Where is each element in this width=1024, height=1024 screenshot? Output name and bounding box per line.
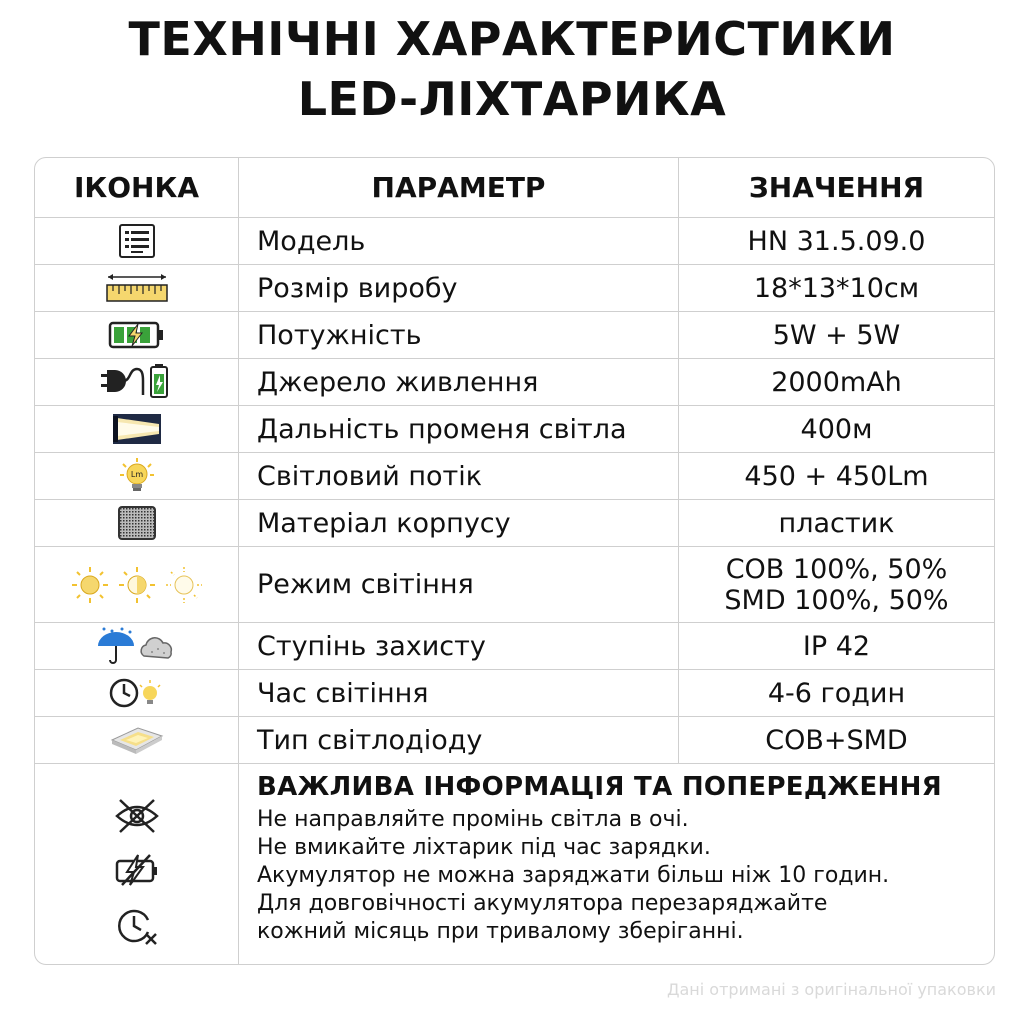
warning-line: кожний місяць при тривалому зберіганні. (257, 919, 744, 944)
param-power: Потужність (239, 312, 679, 358)
param-protection: Ступінь захисту (239, 623, 679, 669)
page-title-line2: LED-ЛІХТАРИКА (297, 72, 727, 126)
value-luminous-flux: 450 + 450Lm (744, 460, 929, 492)
source-footnote: Дані отримані з оригінальної упаковки (667, 980, 996, 999)
value-model: HN 31.5.09.0 (747, 225, 926, 257)
value-size: 18*13*10см (753, 272, 920, 304)
table-row (35, 265, 994, 312)
list-document-icon (35, 218, 239, 264)
value-material: пластик (778, 507, 895, 539)
value-light-mode-smd: SMD 100%, 50% (724, 584, 949, 616)
param-model: Модель (239, 218, 679, 264)
led-chip-icon (35, 717, 239, 763)
value-power-source: 2000mAh (771, 366, 902, 398)
table-row (35, 312, 994, 359)
header-parameter: ПАРАМЕТР (239, 158, 679, 217)
warning-line: Акумулятор не можна заряджати більш ніж 10 годин. (257, 863, 890, 888)
material-texture-icon (35, 500, 239, 546)
table-row (35, 500, 994, 547)
spec-table (34, 157, 995, 965)
table-row (35, 218, 994, 265)
header-value: ЗНАЧЕННЯ (748, 171, 925, 204)
no-charging-icon (114, 852, 160, 892)
svg-text:Lm: Lm (130, 470, 143, 479)
table-row (35, 547, 994, 623)
param-beam-distance: Дальність променя світла (239, 406, 679, 452)
clock-bulb-icon (35, 670, 239, 716)
param-material: Матеріал корпусу (239, 500, 679, 546)
plug-battery-icon (35, 359, 239, 405)
param-light-mode: Режим світіння (239, 547, 679, 622)
param-luminous-flux: Світловий потік (239, 453, 679, 499)
value-light-mode-cob: COB 100%, 50% (725, 553, 948, 585)
value-beam-distance: 400м (800, 413, 873, 445)
table-header-row (35, 158, 994, 218)
page-title-line1: ТЕХНІЧНІ ХАРАКТЕРИСТИКИ (128, 12, 896, 66)
clock-cross-icon (114, 906, 160, 950)
warning-text-block (239, 764, 994, 964)
table-row (35, 670, 994, 717)
header-icon: ІКОНКА (35, 158, 239, 217)
table-row (35, 453, 994, 500)
warning-row (35, 764, 994, 964)
value-led-type: COB+SMD (765, 724, 908, 756)
warning-icons (35, 764, 239, 964)
param-working-time: Час світіння (239, 670, 679, 716)
table-row (35, 406, 994, 453)
warning-line: Не вмикайте ліхтарик під час зарядки. (257, 835, 711, 860)
light-beam-icon (35, 406, 239, 452)
value-working-time: 4-6 годин (767, 677, 906, 709)
table-row (35, 623, 994, 670)
table-row (35, 717, 994, 764)
value-protection: IP 42 (802, 630, 871, 662)
table-row (35, 359, 994, 406)
eye-crossed-icon (114, 798, 160, 838)
param-led-type: Тип світлодіоду (239, 717, 679, 763)
value-power: 5W + 5W (772, 319, 901, 351)
value-light-mode (679, 547, 994, 622)
warning-line: Не направляйте промінь світла в очі. (257, 807, 689, 832)
lumen-bulb-icon (35, 453, 239, 499)
sun-modes-icon (35, 547, 239, 622)
ruler-icon (35, 265, 239, 311)
param-power-source: Джерело живлення (239, 359, 679, 405)
param-size: Розмір виробу (239, 265, 679, 311)
umbrella-rain-dust-icon (35, 623, 239, 669)
warning-title: ВАЖЛИВА ІНФОРМАЦІЯ ТА ПОПЕРЕДЖЕННЯ (257, 772, 942, 802)
battery-charging-icon (35, 312, 239, 358)
warning-line: Для довговічності акумулятора перезаряджайте (257, 891, 828, 916)
